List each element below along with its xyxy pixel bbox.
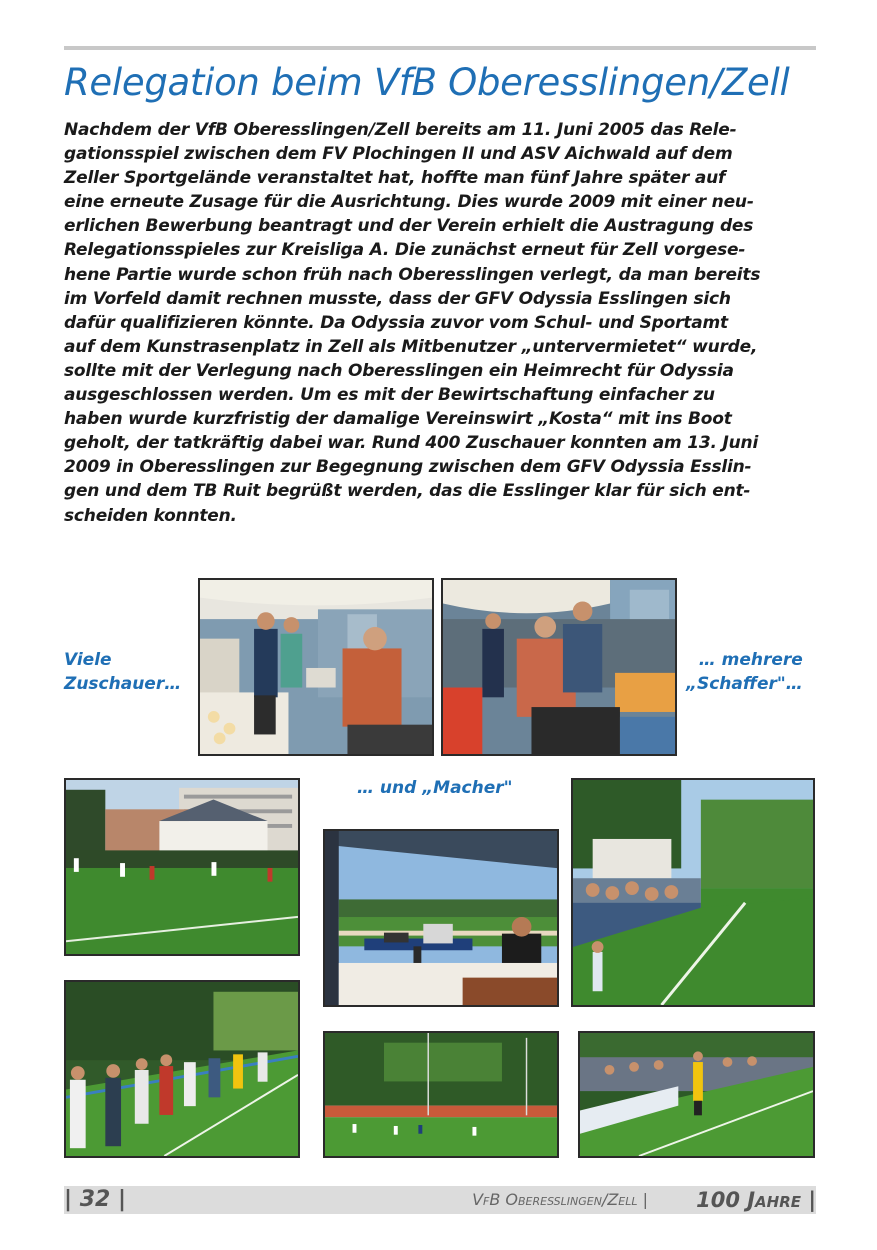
article-line: erlichen Bewerbung beantragt und der Verein erhielt die Austragung des — [64, 216, 754, 237]
article-line: eine erneute Zusage für die Ausrichtung. Dies wurde 2009 mit einer neu- — [64, 192, 754, 213]
photo-linesman-crowd — [578, 1031, 815, 1158]
footer-jubilee: 100 Jahre | — [696, 1188, 816, 1212]
caption-spectators — [64, 648, 181, 696]
article-line: gationsspiel zwischen dem FV Plochingen II und ASV Aichwald auf dem — [64, 144, 733, 165]
photo-catering-stand-1 — [198, 578, 434, 756]
article-body — [64, 118, 824, 528]
article-line: sollte mit der Verlegung nach Oberesslingen ein Heimrecht für Odyssia — [64, 360, 734, 381]
caption-makers: … und „Macher" — [357, 778, 513, 798]
article-line: im Vorfeld damit rechnen musste, dass der GFV Odyssia Esslingen sich — [64, 288, 731, 309]
article-line: haben wurde kurzfristig der damalige Vereinswirt „Kosta“ mit ins Boot — [64, 409, 732, 430]
footer-club-name: VfB Oberesslingen/Zell | — [472, 1190, 648, 1209]
article-line: 2009 in Oberesslingen zur Begegnung zwischen dem GFV Odyssia Esslin- — [64, 457, 752, 478]
article-line: Zeller Sportgelände veranstaltet hat, hoffte man fünf Jahre später auf — [64, 168, 726, 189]
article-line: scheiden konnten. — [64, 505, 237, 526]
article-line: gen und dem TB Ruit begrüßt werden, das die Esslinger klar für sich ent- — [64, 481, 751, 502]
article-line: geholt, der tatkräftig dabei war. Rund 400 Zuschauer konnten am 13. Juni — [64, 433, 759, 454]
photo-catering-stand-2 — [441, 578, 677, 756]
page-number: | 32 | — [64, 1187, 127, 1212]
article-line: Relegationsspieles zur Kreisliga A. Die zunächst erneut für Zell vorgese- — [64, 240, 746, 261]
caption-line: … mehrere — [698, 650, 803, 670]
photo-announcer-table — [323, 829, 559, 1007]
photo-spectators-sideline — [571, 778, 815, 1007]
article-line: hene Partie wurde schon früh nach Oberesslingen verlegt, da man bereits — [64, 264, 761, 285]
article-line: Nachdem der VfB Oberesslingen/Zell bereits am 11. Juni 2005 das Rele- — [64, 120, 737, 140]
page-footer — [64, 1186, 816, 1214]
article-title: Relegation beim VfB Oberesslingen/Zell — [64, 61, 790, 104]
article-line: ausgeschlossen werden. Um es mit der Bewirtschaftung einfacher zu — [64, 385, 715, 406]
caption-line: Zuschauer… — [64, 674, 182, 694]
article-line: auf dem Kunstrasenplatz in Zell als Mitbenutzer „untervermietet“ wurde, — [64, 336, 758, 357]
caption-line: Viele — [64, 650, 112, 670]
caption-line: „Schaffer"… — [686, 674, 803, 694]
photo-match-action — [323, 1031, 559, 1158]
article-line: dafür qualifizieren könnte. Da Odyssia zuvor vom Schul- und Sportamt — [64, 312, 728, 333]
caption-helpers — [686, 648, 803, 696]
photo-field-clubhouse — [64, 778, 300, 956]
top-rule — [64, 46, 816, 50]
photo-spectators-railing — [64, 980, 300, 1158]
